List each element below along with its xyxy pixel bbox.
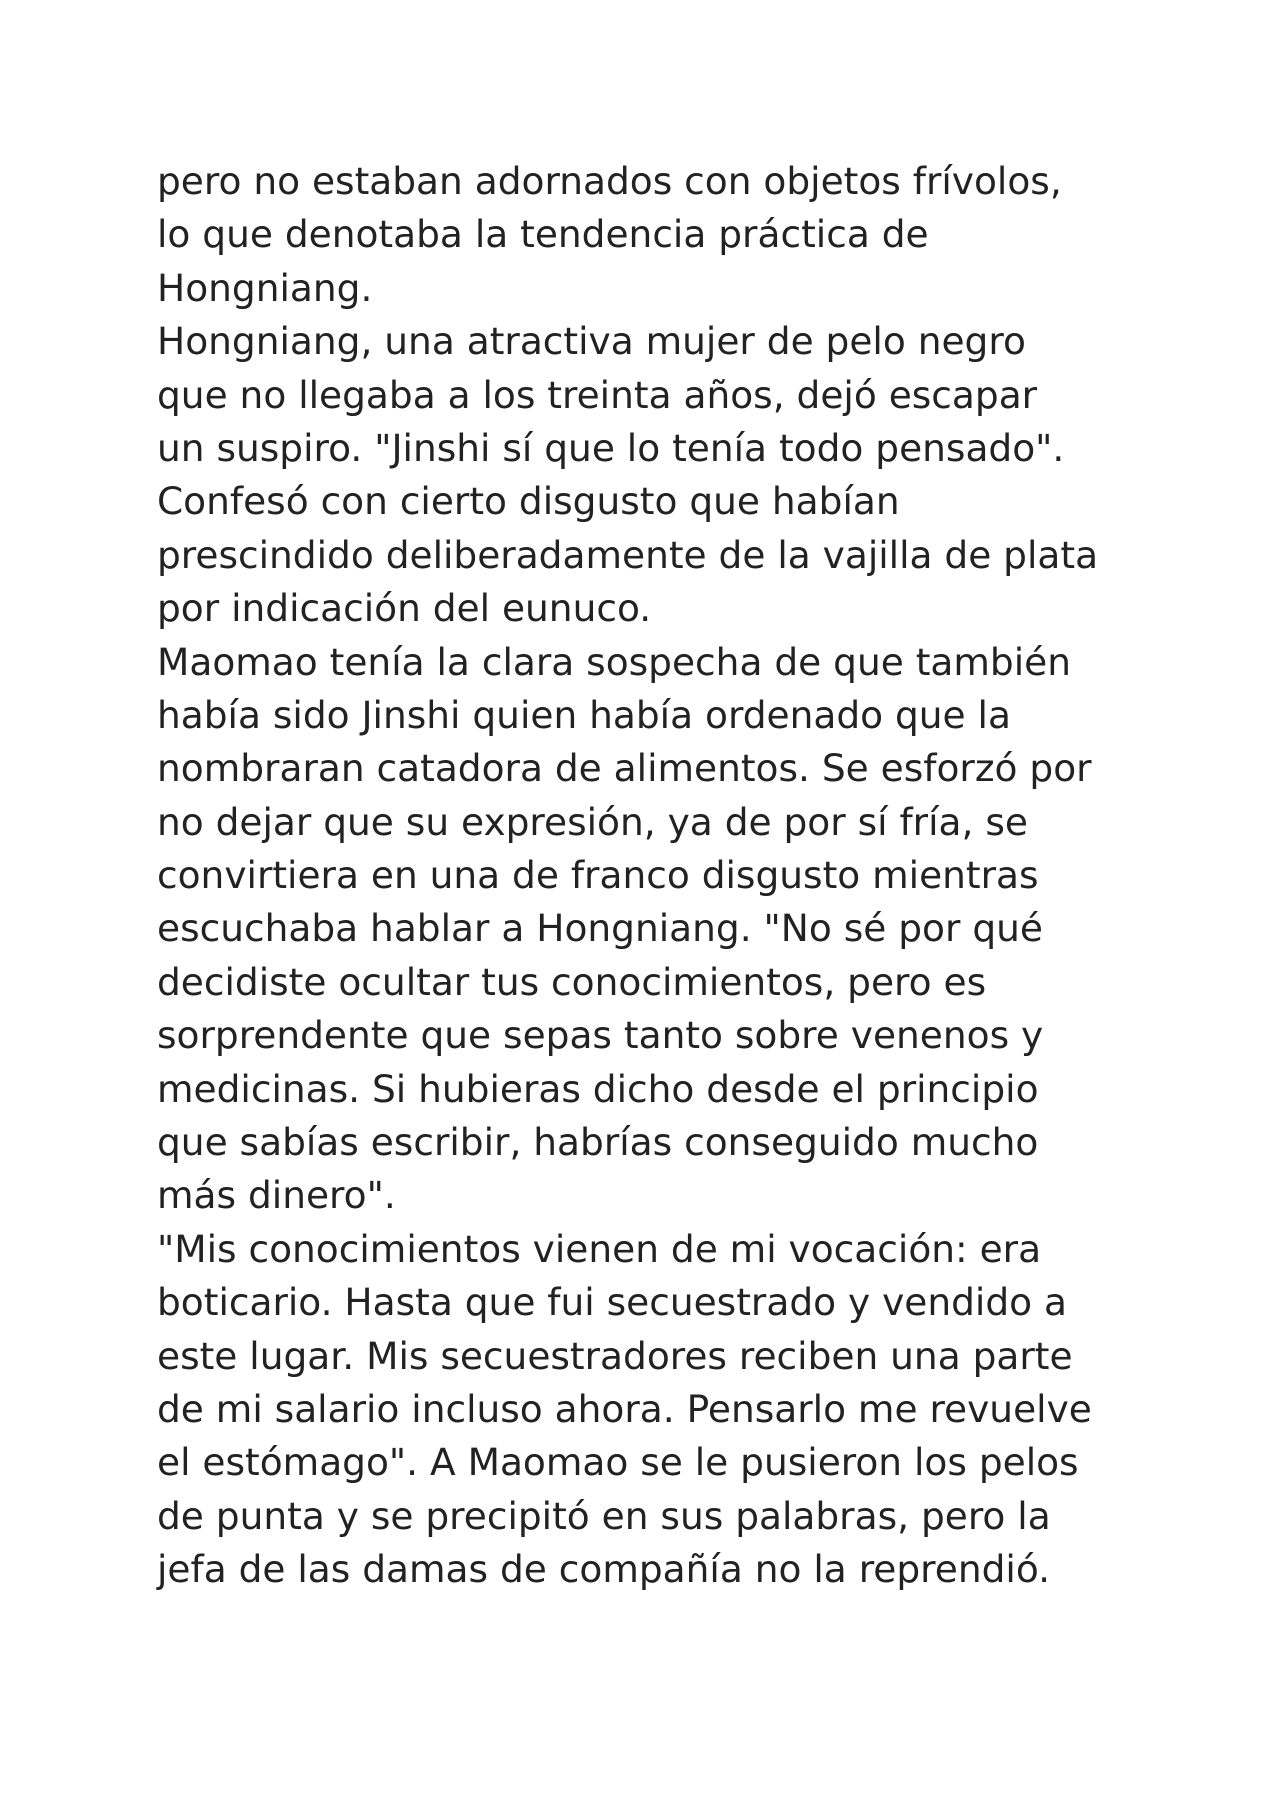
text-line: de mi salario incluso ahora. Pensarlo me revuelve (157, 1386, 1092, 1431)
text-line: de punta y se precipitó en sus palabras, pero la (157, 1493, 1051, 1538)
body-text (157, 155, 1167, 1597)
text-line: un suspiro. "Jinshi sí que lo tenía todo pensado". (157, 425, 1065, 470)
text-line: que sabías escribir, habrías conseguido mucho (157, 1120, 1039, 1165)
text-line: pero no estaban adornados con objetos frívolos, (157, 159, 1062, 203)
text-line: Hongniang. (157, 265, 373, 310)
text-line: "Mis conocimientos vienen de mi vocación: era (157, 1226, 1042, 1271)
text-line: medicinas. Si hubieras dicho desde el principio (157, 1066, 1039, 1111)
text-line: Maomao tenía la clara sospecha de que también (157, 639, 1071, 684)
text-line: boticario. Hasta que fui secuestrado y vendido a (157, 1280, 1067, 1325)
text-line: no dejar que su expresión, ya de por sí fría, se (157, 799, 1028, 844)
text-line: más dinero". (157, 1173, 396, 1218)
text-line: lo que denotaba la tendencia práctica de (157, 212, 929, 257)
text-line: jefa de las damas de compañía no la reprendió. (157, 1547, 1051, 1592)
text-line: por indicación del eunuco. (157, 586, 652, 631)
text-line: Confesó con cierto disgusto que habían (157, 479, 900, 524)
text-line: nombraran catadora de alimentos. Se esforzó por (157, 746, 1092, 791)
text-line: decidiste ocultar tus conocimientos, pero es (157, 959, 987, 1004)
text-line: este lugar. Mis secuestradores reciben una parte (157, 1333, 1073, 1378)
text-line: el estómago". A Maomao se le pusieron los pelos (157, 1440, 1079, 1485)
text-line: Hongniang, una atractiva mujer de pelo negro (157, 319, 1026, 364)
text-line: que no llegaba a los treinta años, dejó escapar (157, 372, 1038, 417)
text-line: convirtiera en una de franco disgusto mientras (157, 853, 1039, 898)
text-line: prescindido deliberadamente de la vajilla de plata (157, 532, 1099, 577)
text-line: escuchaba hablar a Hongniang. "No sé por qué (157, 906, 1043, 951)
text-line: sorprendente que sepas tanto sobre venenos y (157, 1013, 1044, 1058)
text-line: había sido Jinshi quien había ordenado que la (157, 692, 1011, 737)
